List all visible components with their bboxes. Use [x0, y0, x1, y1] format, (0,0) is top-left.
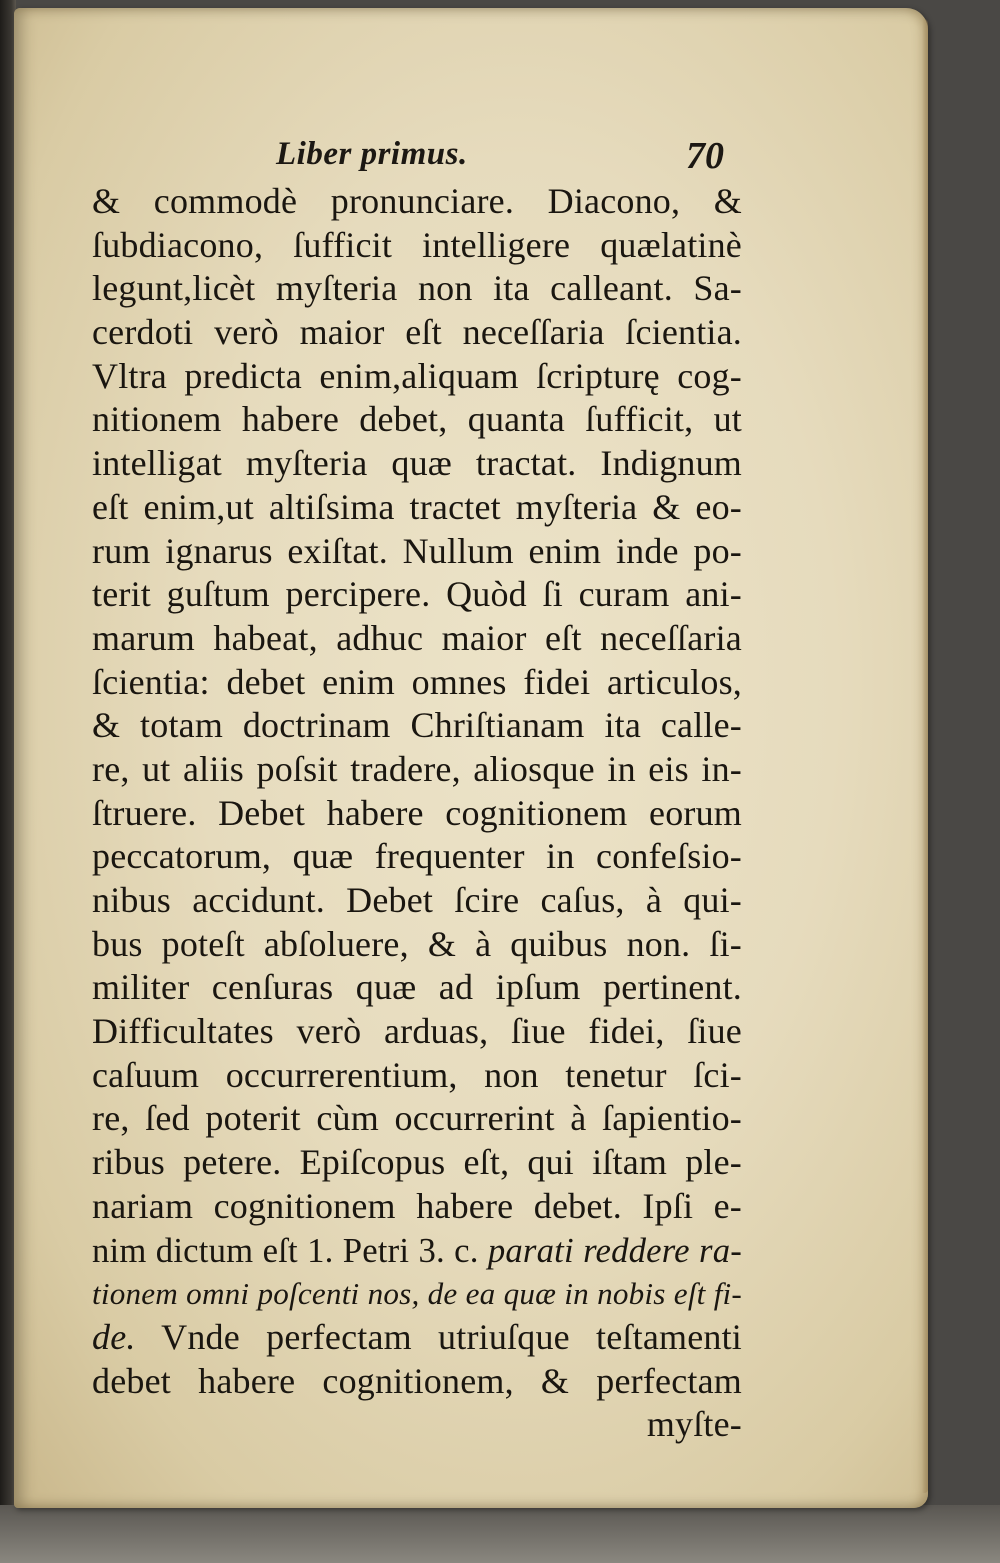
- body-text: [92, 180, 742, 1447]
- text-line: re, ut aliis poſsit tradere, aliosque in eis in-: [92, 748, 742, 789]
- text-line: terit guſtum percipere. Quòd ſi curam ani-: [92, 574, 742, 615]
- book-page: [14, 8, 928, 1508]
- text-line: nibus accidunt. Debet ſcire caſus, à qui-: [92, 880, 742, 920]
- text-line: militer cenſuras quæ ad ipſum pertinent.: [92, 967, 742, 1008]
- text-italic: de.: [92, 1316, 136, 1357]
- text-line: ſubdiacono, ſufficit intelligere quælatinè: [92, 224, 742, 265]
- text-line: ribus petere. Epiſcopus eſt, qui iſtam ple-: [92, 1142, 742, 1183]
- running-head: Liber primus.: [276, 136, 468, 172]
- text-line-mixed: [92, 1316, 742, 1360]
- text-line: bus poteſt abſoluere, & à quibus non. ſi-: [92, 923, 742, 964]
- text-line: & totam doctrinam Chriſtianam ita calle-: [92, 705, 742, 746]
- page-number: 70: [686, 135, 724, 177]
- text-line: debet habere cognitionem, & perfectam: [92, 1360, 742, 1401]
- text-line: marum habeat, adhuc maior eſt neceſſaria: [92, 617, 742, 658]
- page-edge: [922, 18, 928, 1493]
- text-line: ſcientia: debet enim omnes fidei articulos,: [92, 661, 742, 702]
- text-line: Vltra predicta enim,aliquam ſcripturę cog-: [92, 355, 742, 396]
- text-roman: nim dictum eſt 1. Petri 3. c.: [92, 1230, 479, 1270]
- text-line: ſtruere. Debet habere cognitionem eorum: [92, 792, 742, 833]
- text-roman: Vnde perfectam utriuſque teſtamenti: [161, 1316, 742, 1357]
- text-line: nariam cognitionem habere debet. Ipſi e-: [92, 1185, 742, 1226]
- text-line: cerdoti verò maior eſt neceſſaria ſcientia.: [92, 312, 742, 353]
- text-line: re, ſed poterit cùm occurrerint à ſapientio-: [92, 1098, 742, 1139]
- text-line: nitionem habere debet, quanta ſufficit, ut: [92, 399, 742, 440]
- text-line: & commodè pronunciare. Diacono, &: [92, 181, 742, 221]
- catchword: myſte-: [646, 1404, 742, 1445]
- text-line: legunt,licèt myſteria non ita calleant. Sa-: [92, 268, 742, 309]
- text-line-mixed: [92, 1229, 742, 1273]
- text-line-italic: tionem omni poſcenti nos, de ea quæ in nobis eſt fi-: [92, 1276, 742, 1312]
- text-line: peccatorum, quæ frequenter in confeſsio-: [92, 836, 742, 877]
- text-line: Difficultates verò arduas, ſiue fidei, ſiue: [92, 1011, 742, 1052]
- text-line: caſuum occurrerentium, non tenetur ſci-: [92, 1054, 742, 1095]
- text-line: eſt enim,ut altiſsima tractet myſteria & eo-: [92, 486, 742, 527]
- text-line: intelligat myſteria quæ tractat. Indignum: [92, 443, 742, 484]
- text-line: rum ignarus exiſtat. Nullum enim inde po-: [92, 530, 742, 571]
- backdrop: [0, 1505, 1000, 1563]
- text-italic: parati reddere ra-: [487, 1230, 742, 1270]
